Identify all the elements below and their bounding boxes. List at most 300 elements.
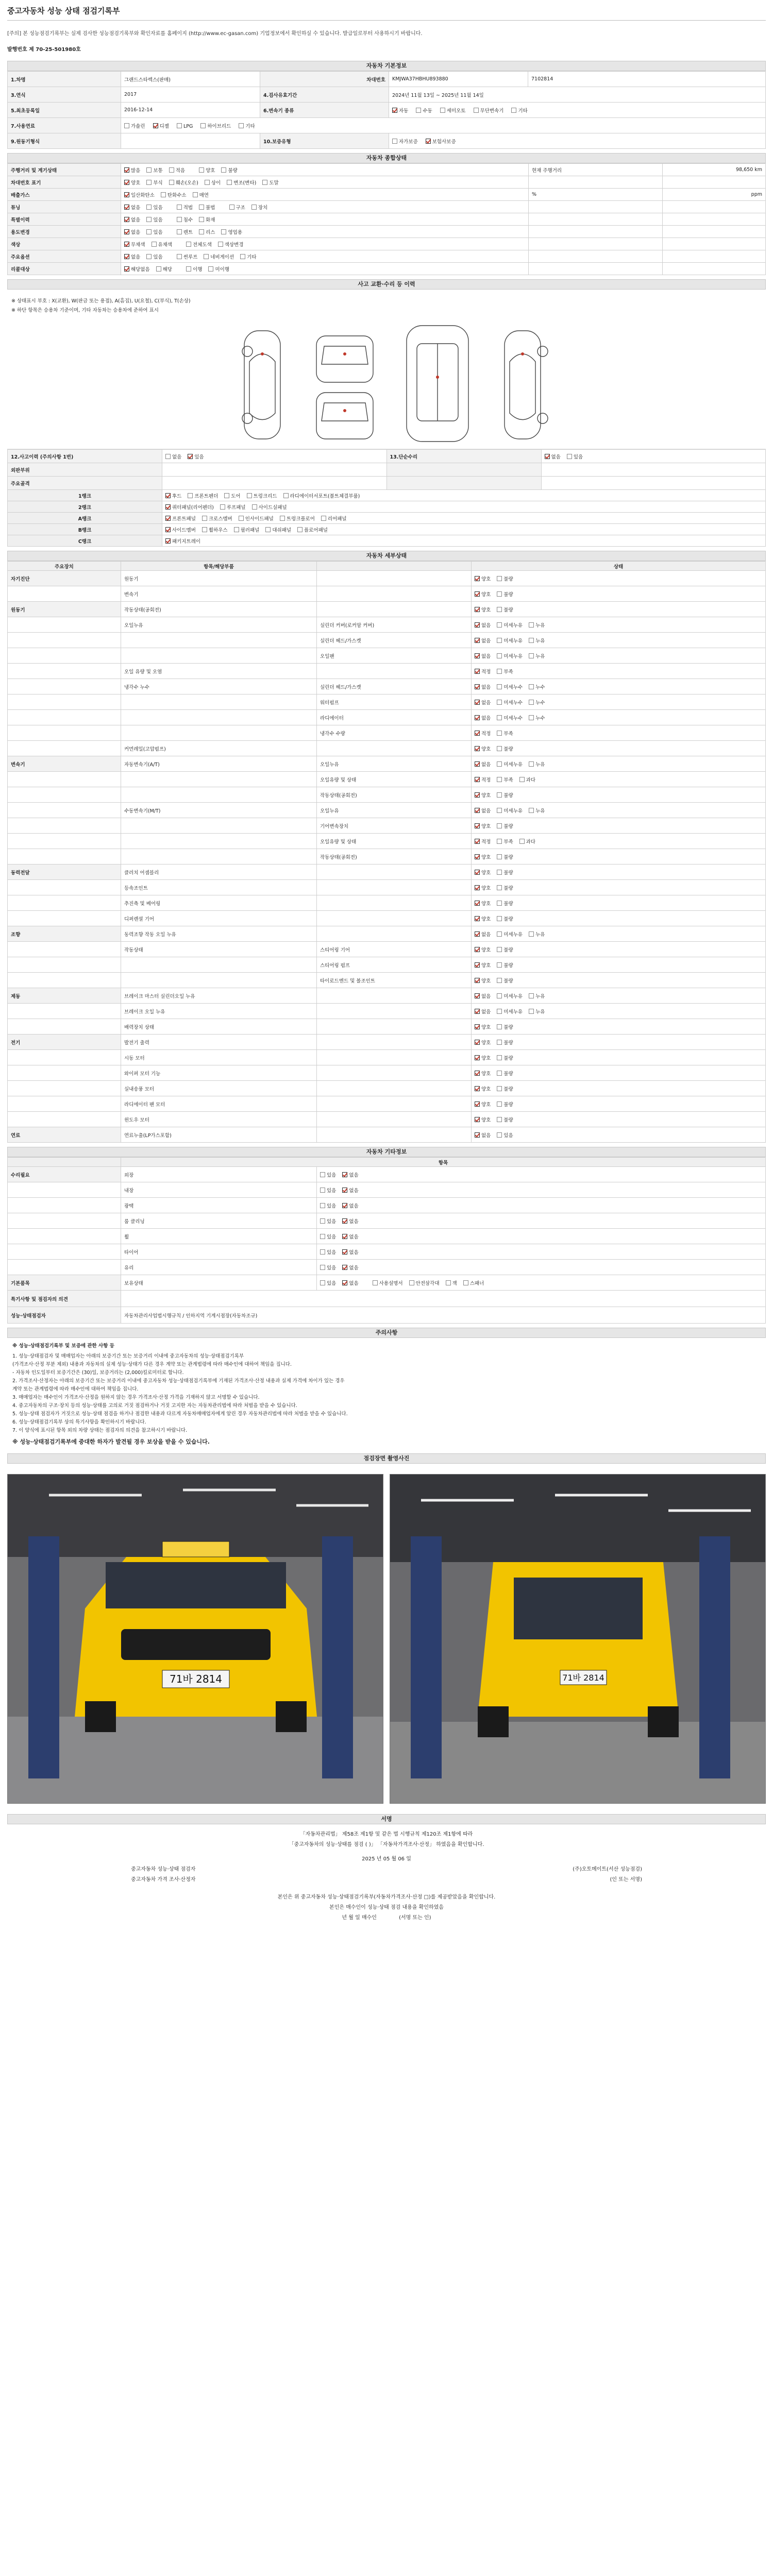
checkbox[interactable] [497,746,502,751]
detail-item [121,772,317,787]
option-cell [472,725,766,741]
checkbox[interactable] [239,516,244,521]
checkbox[interactable] [224,493,229,498]
checkbox-checked[interactable] [475,1101,480,1107]
checkbox[interactable] [497,885,502,890]
checkbox[interactable] [497,916,502,921]
checkbox[interactable] [440,108,445,113]
checkbox[interactable] [177,229,182,234]
option-item [475,901,491,907]
option-item [475,1087,491,1092]
detail-item: 작동상태 [121,942,317,957]
checkbox[interactable] [497,576,502,581]
table-row [8,1065,766,1081]
checkbox[interactable] [320,1265,325,1270]
checkbox[interactable] [567,454,572,459]
checkbox[interactable] [177,123,182,128]
checkbox[interactable] [220,504,225,510]
checkbox[interactable] [497,1055,502,1060]
checkbox[interactable] [165,454,171,459]
checkbox-checked[interactable] [124,192,129,197]
checkbox-checked[interactable] [342,1265,347,1270]
checkbox[interactable] [247,493,252,498]
checkbox[interactable] [497,792,502,798]
checkbox-checked[interactable] [475,731,480,736]
detail-item: 라디에이터 팬 모터 [121,1096,317,1112]
checkbox-checked[interactable] [545,454,550,459]
checkbox[interactable] [188,493,193,498]
checkbox[interactable] [251,205,257,210]
checkbox-checked[interactable] [124,242,129,247]
detail-device: 변속기 [8,756,121,772]
option-item [475,932,491,938]
checkbox[interactable] [497,653,502,658]
photo-area [7,1464,766,1814]
checkbox-checked[interactable] [475,746,480,751]
option-item [497,1133,513,1139]
checkbox[interactable] [497,622,502,628]
column-header [8,1158,121,1167]
detail-item: 냉각수 누수 [121,679,317,694]
option-label: 양호 [481,1101,491,1108]
checkbox[interactable] [497,777,502,782]
option-item [342,1250,358,1256]
damage-value [541,463,766,477]
checkbox-checked[interactable] [475,870,480,875]
option-item [342,1173,358,1178]
option-item [165,505,214,511]
checkbox[interactable] [320,1249,325,1255]
checkbox-checked[interactable] [475,854,480,859]
checkbox[interactable] [146,205,152,210]
detail-item: 동력조향 작동 오일 누유 [121,926,317,942]
option-cell [317,1275,766,1291]
checkbox[interactable] [221,167,226,173]
damage-label [386,477,541,490]
option-label: 없음 [481,700,491,706]
option-item [497,638,523,644]
table-row [8,694,766,710]
checkbox-checked[interactable] [188,454,193,459]
checkbox[interactable] [204,254,209,259]
option-item [529,638,545,644]
overall-item: 차대번호 표기 [8,176,121,189]
option-item [280,516,315,522]
checkbox[interactable] [320,1203,325,1208]
checkbox-checked[interactable] [475,669,480,674]
checkbox-checked[interactable] [124,180,129,185]
checkbox-checked[interactable] [475,1024,480,1029]
checkbox[interactable] [497,947,502,952]
option-label: 인사이드패널 [245,516,274,522]
checkbox[interactable] [221,229,226,234]
checkbox-checked[interactable] [153,123,158,128]
option-item [247,494,277,499]
table-row [8,834,766,849]
option-label: 없음 [481,1009,491,1015]
checkbox[interactable] [497,1009,502,1014]
checkbox[interactable] [497,715,502,720]
option-item [475,1025,491,1030]
checkbox[interactable] [193,192,198,197]
checkbox[interactable] [529,684,534,689]
checkbox-checked[interactable] [475,1086,480,1091]
checkbox-checked[interactable] [342,1203,347,1208]
overall-item: 색상 [8,238,121,250]
option-label: 불량 [503,746,513,752]
checkbox-checked[interactable] [342,1218,347,1224]
checkbox-checked[interactable] [475,947,480,952]
checkbox[interactable] [497,901,502,906]
checkbox[interactable] [497,731,502,736]
checkbox[interactable] [283,493,289,498]
option-cell [472,880,766,895]
option-label: 불량 [503,1024,513,1030]
checkbox[interactable] [265,527,271,532]
option-item [475,1071,491,1077]
checkbox-checked[interactable] [475,901,480,906]
checkbox[interactable] [169,180,174,185]
checkbox[interactable] [497,669,502,674]
checkbox[interactable] [497,854,502,859]
overall-note: % [529,189,663,201]
signature-block [7,1824,766,1928]
warranty-options: 자가보증 보험사보증 [389,133,766,149]
basic-value [121,133,260,149]
checkbox-checked[interactable] [475,1071,480,1076]
checkbox[interactable] [497,1086,502,1091]
checkbox[interactable] [124,123,129,128]
checkbox[interactable] [161,192,166,197]
checkbox-checked[interactable] [124,205,129,210]
checkbox[interactable] [529,653,534,658]
detail-part: 오일누유 [317,803,472,818]
buyer-date: 년 월 일 매수인 [342,1915,377,1921]
checkbox-checked[interactable] [342,1234,347,1239]
checkbox[interactable] [409,1280,414,1285]
checkbox-checked[interactable] [475,1117,480,1122]
option-label: 없음 [349,1172,359,1178]
checkbox-checked[interactable] [124,167,129,173]
checkbox[interactable] [320,1280,325,1285]
checkbox[interactable] [146,167,152,173]
checkbox[interactable] [186,242,191,247]
option-item [529,932,545,938]
checkbox-checked[interactable] [165,493,171,498]
checkbox[interactable] [446,1280,451,1285]
checkbox[interactable] [239,123,244,128]
checkbox[interactable] [519,777,525,782]
checkbox-checked[interactable] [475,1132,480,1138]
checkbox[interactable] [200,123,206,128]
checkbox[interactable] [177,205,182,210]
option-label: 불량 [503,823,513,829]
table-row [8,1167,766,1182]
option-label: 미세누수 [503,700,523,706]
checkbox-checked[interactable] [475,638,480,643]
section-photos: 점검장면 촬영사진 [7,1453,766,1464]
table-row [8,463,766,477]
checkbox[interactable] [205,180,210,185]
checkbox-checked[interactable] [475,916,480,921]
checkbox[interactable] [146,254,152,259]
checkbox[interactable] [320,1234,325,1239]
checkbox[interactable] [497,808,502,813]
checkbox[interactable] [146,217,152,222]
checkbox[interactable] [529,638,534,643]
checkbox[interactable] [320,1188,325,1193]
checkbox-checked[interactable] [475,653,480,658]
option-cell [472,1096,766,1112]
table-row [8,490,766,501]
option-item [202,528,228,533]
checkbox-checked[interactable] [165,504,171,510]
checkbox[interactable] [497,993,502,998]
checkbox[interactable] [497,931,502,937]
option-item [475,963,491,969]
option-item [152,242,173,248]
option-separator [178,242,180,248]
checkbox[interactable] [497,684,502,689]
checkbox-checked[interactable] [342,1280,347,1285]
checkbox[interactable] [199,205,204,210]
checkbox-checked[interactable] [342,1188,347,1193]
option-item [497,623,523,629]
checkbox-checked[interactable] [475,885,480,890]
checkbox[interactable] [199,167,204,173]
checkbox[interactable] [511,108,516,113]
checkbox[interactable] [321,516,326,521]
option-cell [121,201,529,213]
option-label: 크로스멤버 [208,516,232,522]
option-label: 패키지트레이 [172,538,201,545]
checkbox[interactable] [497,638,502,643]
checkbox-checked[interactable] [475,761,480,767]
checkbox[interactable] [156,266,161,272]
checkbox-checked[interactable] [475,1009,480,1014]
checkbox-checked[interactable] [392,108,397,113]
option-item [409,1281,440,1286]
checkbox-checked[interactable] [475,576,480,581]
detail-item: 발전기 출력 [121,1035,317,1050]
option-cell [472,772,766,787]
option-item [342,1204,358,1209]
checkbox[interactable] [202,527,207,532]
option-item [497,793,513,799]
checkbox[interactable] [186,266,191,272]
checkbox[interactable] [373,1280,378,1285]
option-label: 전체도색 [193,242,212,248]
option-item [124,217,140,223]
option-item [475,1009,491,1015]
checkbox[interactable] [529,700,534,705]
checkbox[interactable] [497,591,502,597]
checkbox[interactable] [497,823,502,828]
checkbox[interactable] [519,839,525,844]
detail-device: 동력전달 [8,865,121,880]
checkbox-checked[interactable] [124,266,129,272]
option-item [497,886,513,891]
detail-device [8,1096,121,1112]
basic-value: 7102814 [528,72,766,87]
checkbox-checked[interactable] [342,1249,347,1255]
option-item [497,839,513,845]
checkbox[interactable] [169,167,174,173]
checkbox[interactable] [234,527,239,532]
checkbox[interactable] [497,962,502,968]
checkbox[interactable] [218,242,223,247]
checkbox[interactable] [252,504,257,510]
option-label: 불량 [503,947,513,953]
checkbox[interactable] [392,139,397,144]
checkbox[interactable] [529,993,534,998]
registration-number [7,45,766,53]
option-item [475,1040,491,1046]
checkbox[interactable] [497,1117,502,1122]
checkbox[interactable] [146,180,152,185]
option-label: 트렁크플로어 [286,516,315,522]
option-cell [472,834,766,849]
option-item [161,193,187,198]
checkbox[interactable] [262,180,267,185]
section-cautions: 주의사항 [7,1328,766,1338]
checkbox[interactable] [497,1040,502,1045]
detail-item: 와이퍼 모터 기능 [121,1065,317,1081]
checkbox[interactable] [529,761,534,767]
option-label: 양호 [481,962,491,969]
checkbox[interactable] [416,108,421,113]
checkbox-checked[interactable] [475,823,480,828]
section-damage: 사고 교환·수리 등 이력 [7,279,766,290]
checkbox[interactable] [529,808,534,813]
checkbox[interactable] [497,1071,502,1076]
checkbox-checked[interactable] [475,607,480,612]
option-item [124,242,145,248]
checkbox[interactable] [497,700,502,705]
plate-text: 71바 2814 [169,1673,223,1685]
checkbox-checked[interactable] [475,962,480,968]
cautions-footer: ※ 성능·상태점검기록부에 중대한 하자가 발견될 경우 보상을 받을 수 있습니다. [12,1438,210,1445]
detail-part: 타이로드엔드 및 볼조인트 [317,973,472,988]
checkbox-checked[interactable] [475,808,480,813]
detail-item: 커먼레일(고압펌프) [121,741,317,756]
checkbox-checked[interactable] [475,1040,480,1045]
table-row [8,250,766,263]
checkbox-checked[interactable] [475,777,480,782]
checkbox[interactable] [177,254,182,259]
checkbox-checked[interactable] [124,217,129,222]
option-item [146,205,162,211]
checkbox[interactable] [199,229,204,234]
checkbox[interactable] [463,1280,468,1285]
checkbox-checked[interactable] [165,538,171,544]
checkbox[interactable] [474,108,479,113]
checkbox[interactable] [297,527,303,532]
detail-device [8,1019,121,1035]
checkbox[interactable] [497,761,502,767]
option-label: 누수 [535,700,545,706]
checkbox-checked[interactable] [475,700,480,705]
option-label: 루프패널 [226,504,246,511]
checkbox-checked[interactable] [475,591,480,597]
checkbox-checked[interactable] [475,622,480,628]
checkbox-checked[interactable] [426,139,431,144]
table-row [8,450,766,463]
option-label: 양호 [481,1071,491,1077]
overall-value: 98,650 km [663,164,766,176]
detail-part [317,1035,472,1050]
checkbox[interactable] [529,1009,534,1014]
checkbox-checked[interactable] [475,792,480,798]
option-item [497,654,523,659]
option-label: 사이드멤버 [172,527,196,533]
table-row [8,238,766,250]
checkbox-checked[interactable] [475,684,480,689]
checkbox[interactable] [229,205,234,210]
checkbox[interactable] [529,931,534,937]
checkbox[interactable] [497,839,502,844]
checkbox[interactable] [227,180,232,185]
checkbox-checked[interactable] [475,1055,480,1060]
checkbox[interactable] [177,217,182,222]
option-label: 양호 [481,746,491,752]
checkbox[interactable] [497,870,502,875]
checkbox-checked[interactable] [475,978,480,983]
checkbox-checked[interactable] [165,527,171,532]
checkbox[interactable] [497,1132,502,1138]
checkbox[interactable] [320,1218,325,1224]
checkbox[interactable] [320,1172,325,1177]
checkbox-checked[interactable] [124,254,129,259]
checkbox-checked[interactable] [165,516,171,521]
table-row [8,1035,766,1050]
detail-part: 작동상태(공회전) [317,787,472,803]
checkbox[interactable] [146,229,152,234]
checkbox-checked[interactable] [475,931,480,937]
checkbox[interactable] [202,516,207,521]
checkbox-checked[interactable] [124,229,129,234]
table-row [8,787,766,803]
checkbox-checked[interactable] [342,1172,347,1177]
option-label: 양호 [481,1040,491,1046]
option-label: 적정 [481,839,491,845]
option-cell [121,213,529,226]
option-label: 썬루프 [183,254,198,260]
checkbox[interactable] [497,1101,502,1107]
table-row [8,164,766,176]
option-item [475,917,491,922]
checkbox[interactable] [529,715,534,720]
checkbox[interactable] [497,607,502,612]
detail-item [121,648,317,664]
checkbox-checked[interactable] [475,993,480,998]
checkbox-checked[interactable] [475,715,480,720]
checkbox[interactable] [280,516,285,521]
basic-value: 2016-12-14 [121,103,260,118]
checkbox-checked[interactable] [475,839,480,844]
table-row [8,895,766,911]
checkbox[interactable] [208,266,213,272]
checkbox[interactable] [240,254,245,259]
checkbox[interactable] [497,1024,502,1029]
detail-device [8,834,121,849]
option-item [220,505,246,511]
checkbox[interactable] [529,622,534,628]
table-row [8,741,766,756]
checkbox[interactable] [497,978,502,983]
checkbox[interactable] [152,242,157,247]
checkbox[interactable] [199,217,204,222]
